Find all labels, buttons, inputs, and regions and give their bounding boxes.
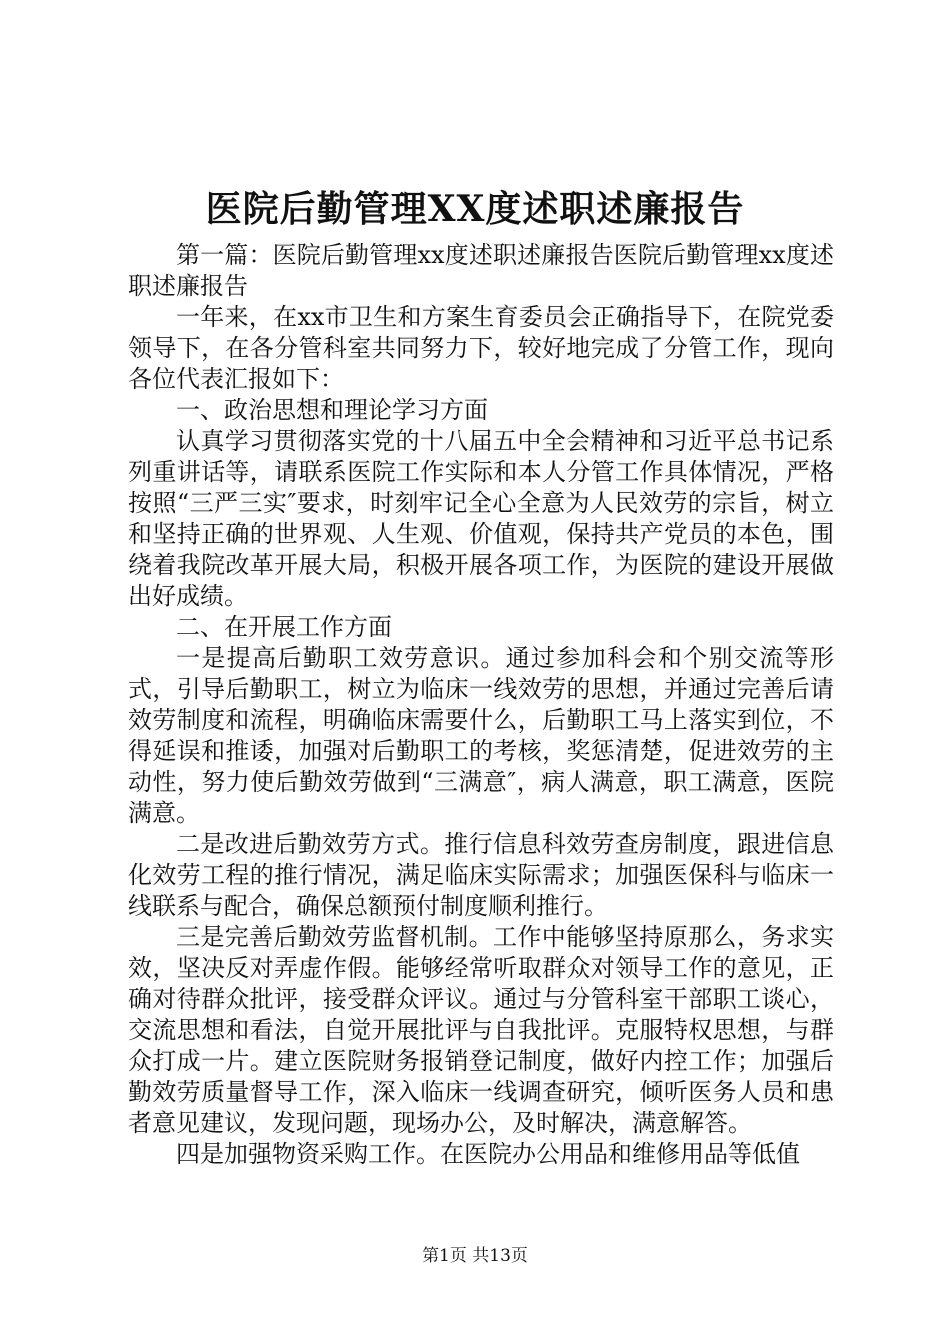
paragraph-political: 认真学习贯彻落实党的十八届五中全会精神和习近平总书记系列重讲话等，请联系医院工作实际和本人分管工作具体情况，严格按照“三严三实″要求，时刻牢记全心全意为人民效劳的宗旨，树立和坚持正确的世界观、人生观、价值观，保持共产党员的本色，围绕着我院改革开展大局，积极开展各项工作，为医院的建设开展做出好成绩。	[128, 427, 834, 610]
paragraph-work-item-1: 一是提高后勤职工效劳意识。通过参加科会和个别交流等形式，引导后勤职工，树立为临床一线效劳的思想，并通过完善后请效劳制度和流程，明确临床需要什么，后勤职工马上落实到位，不得延误和推诿，加强对后勤职工的考核，奖惩清楚，促进效劳的主动性，努力使后勤效劳做到“三满意″，病人满意，职工满意，医院满意。	[128, 644, 834, 827]
document-body	[128, 240, 834, 1170]
paragraph-intro: 第一篇：医院后勤管理xx度述职述廉报告医院后勤管理xx度述职述廉报告	[128, 241, 834, 300]
paragraph-summary: 一年来，在xx市卫生和方案生育委员会正确指导下，在院党委领导下，在各分管科室共同努力下，较好地完成了分管工作，现向各位代表汇报如下：	[128, 303, 834, 393]
section-heading-work: 二、在开展工作方面	[176, 613, 392, 641]
page-number-footer: 第1页 共13页	[422, 1246, 528, 1266]
paragraph-work-item-4: 四是加强物资采购工作。在医院办公用品和维修用品等低值	[176, 1140, 800, 1168]
document-title: 医院后勤管理XX度述职述廉报告	[205, 188, 745, 230]
section-heading-political: 一、政治思想和理论学习方面	[176, 396, 488, 424]
paragraph-work-item-2: 二是改进后勤效劳方式。推行信息科效劳查房制度，跟进信息化效劳工程的推行情况，满足临床实际需求；加强医保科与临床一线联系与配合，确保总额预付制度顺利推行。	[128, 830, 834, 920]
paragraph-work-item-3: 三是完善后勤效劳监督机制。工作中能够坚持原那么，务求实效，坚决反对弄虚作假。能够经常听取群众对领导工作的意见，正确对待群众批评，接受群众评议。通过与分管科室干部职工谈心，交流思想和看法，自觉开展批评与自我批评。克服特权思想，与群众打成一片。建立医院财务报销登记制度，做好内控工作；加强后勤效劳质量督导工作，深入临床一线调查研究，倾听医务人员和患者意见建议，发现问题，现场办公，及时解决，满意解答。	[128, 923, 834, 1137]
